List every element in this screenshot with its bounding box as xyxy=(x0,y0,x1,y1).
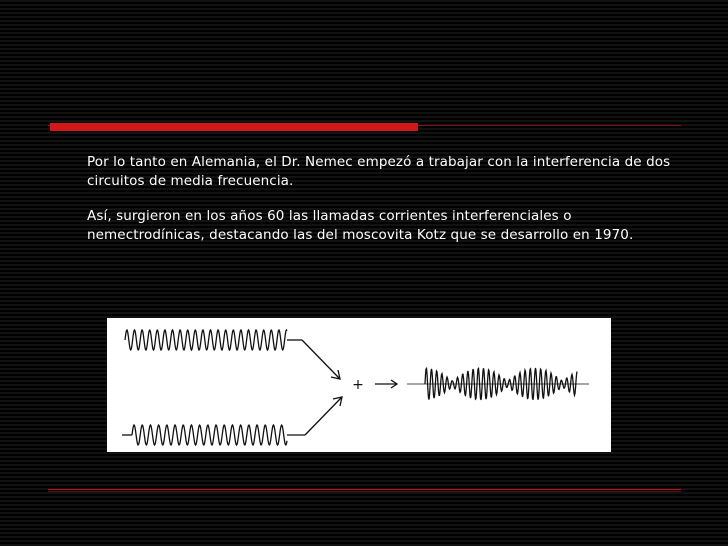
top-divider-accent-bar xyxy=(50,123,418,131)
bottom-divider-shadow xyxy=(48,491,681,492)
top-divider xyxy=(48,123,681,129)
input-wave-bottom xyxy=(132,425,287,445)
paragraph-2: Así, surgieron en los años 60 las llamadas corrientes interferenciales o nemectrodínicas, destacando las del moscovita Kotz que se desarrollo en 1970. xyxy=(87,208,634,243)
input-wave-top xyxy=(125,330,287,350)
bottom-divider-line xyxy=(48,489,681,490)
slide-content xyxy=(87,153,687,261)
paragraph-1: Por lo tanto en Alemania, el Dr. Nemec empezó a trabajar con la interferencia de dos circuitos de media frecuencia. xyxy=(87,154,671,189)
interference-diagram-svg xyxy=(107,318,611,452)
bottom-divider xyxy=(48,489,681,491)
arrow-bottom xyxy=(305,398,341,435)
arrow-top xyxy=(302,340,339,378)
interference-diagram xyxy=(107,318,611,452)
plus-sign: + xyxy=(352,377,364,393)
